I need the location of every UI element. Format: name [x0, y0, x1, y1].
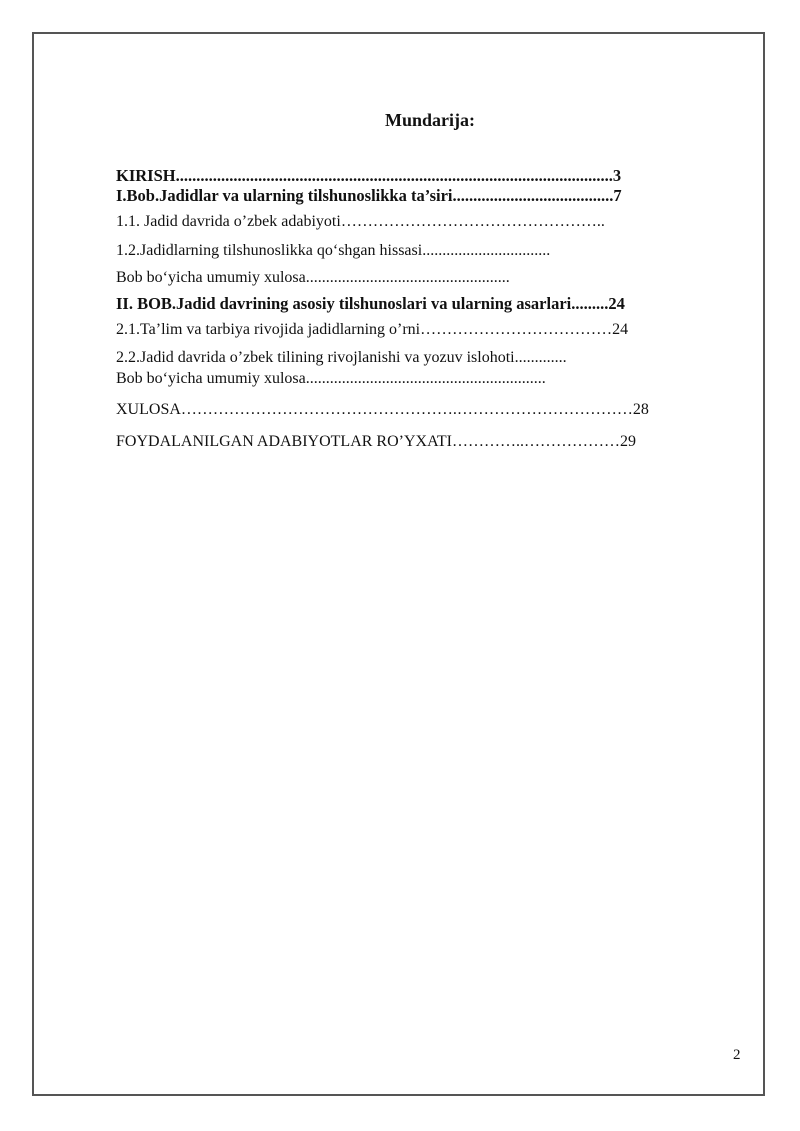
toc-entry-1-2: 1.2.Jadidlarning tilshunoslikka qo‘shgan hissasi................................ [116, 242, 551, 259]
toc-entry-chapter-2-summary: Bob bo‘yicha umumiy xulosa............................................................ [116, 370, 546, 387]
toc-entry-2-2: 2.2.Jadid davrida o’zbek tilining rivojlanishi va yozuv islohoti............. [116, 349, 567, 366]
toc-entry-chapter-1: I.Bob.Jadidlar va ularning tilshunoslikka ta’siri.......................................7 [116, 186, 622, 205]
toc-title: Mundarija: [385, 110, 475, 130]
toc-entry-references: FOYDALANILGAN ADABIYOTLAR RO’YXATI…………..………………29 [116, 433, 636, 450]
toc-entry-chapter-2: II. BOB.Jadid davrining asosiy tilshunoslari va ularning asarlari.........24 [116, 294, 625, 313]
toc-entry-1-1: 1.1. Jadid davrida o’zbek adabiyoti………………………………………….. [116, 213, 605, 230]
toc-entry-chapter-1-summary: Bob bo‘yicha umumiy xulosa................................................... [116, 269, 510, 286]
toc-entry-xulosa: XULOSA…………………………………………….……………………………28 [116, 401, 649, 418]
toc-entry-kirish: KIRISH..........................................................................................................3 [116, 166, 622, 185]
page-number: 2 [733, 1047, 741, 1063]
toc-entry-2-1: 2.1.Ta’lim va tarbiya rivojida jadidlarning o’rni………………………………24 [116, 321, 629, 338]
